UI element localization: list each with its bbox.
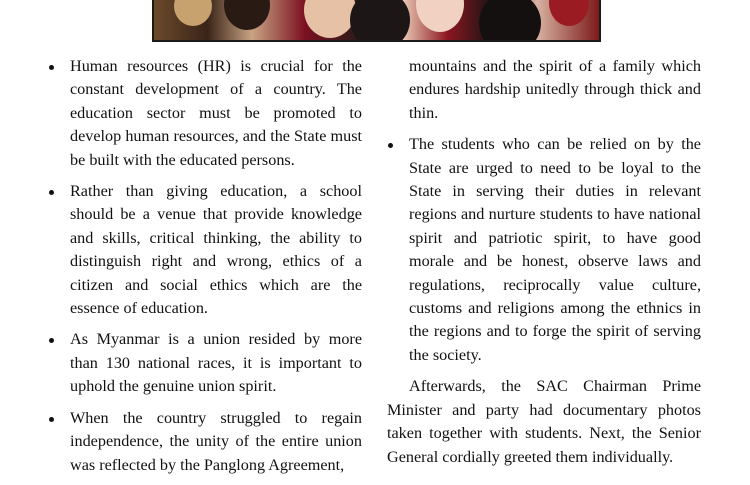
photo-figure (350, 0, 410, 42)
list-item-text: Human resources (HR) is crucial for the constant development of a country. The education sector must be promoted to develop human resources, and the State must be built with the educated persons. (70, 57, 362, 169)
body-paragraph: Afterwards, the SAC Chairman Prime Minister and party had documentary photos taken together with students. Next, the Senior General cordially greeted them individually. (387, 377, 701, 466)
photo-figure (549, 0, 589, 26)
photo-figure (416, 0, 464, 32)
photo-figure (174, 0, 212, 26)
list-item-text: As Myanmar is a union resided by more than 130 national races, it is important to uphold the genuine union spirit. (70, 330, 362, 396)
bullet-icon (49, 65, 54, 70)
continued-text: mountains and the spirit of a family which endures hardship unitedly through thick and thin. (409, 57, 701, 122)
photo-figure (479, 0, 541, 42)
list-item-text: The students who can be relied on by the State are urged to need to be loyal to the State in serving their duties in relevant regions and nurture students to have national spirit and patriotic spirit, to have good morale and be honest, observe laws and regulations, reciprocally value culture, customs and religions among the ethnics in the regions and to forge the spirit of serving the society. (409, 135, 701, 364)
list-item-text: When the country struggled to regain independence, the unity of the entire union was reflected by the Panglong Agreement, (70, 408, 362, 474)
list-item (48, 407, 362, 477)
bullet-list (48, 55, 362, 477)
photo-students (152, 0, 601, 42)
list-item-text: Rather than giving education, a school should be a venue that provide knowledge and skills, critical thinking, the ability to distinguish right and wrong, ethics of a citizen and social ethics which are the essence of education. (70, 182, 362, 318)
bullet-list (387, 133, 701, 367)
list-item (48, 180, 362, 320)
list-item (387, 133, 701, 367)
list-item (48, 328, 362, 398)
bullet-icon (49, 417, 54, 422)
bullet-icon (49, 338, 54, 343)
photo-figure (224, 0, 270, 30)
left-column (48, 55, 362, 485)
right-column (387, 55, 701, 469)
photo-figure (304, 0, 356, 38)
list-item (48, 55, 362, 172)
bullet-icon (49, 190, 54, 195)
bullet-icon (388, 143, 393, 148)
